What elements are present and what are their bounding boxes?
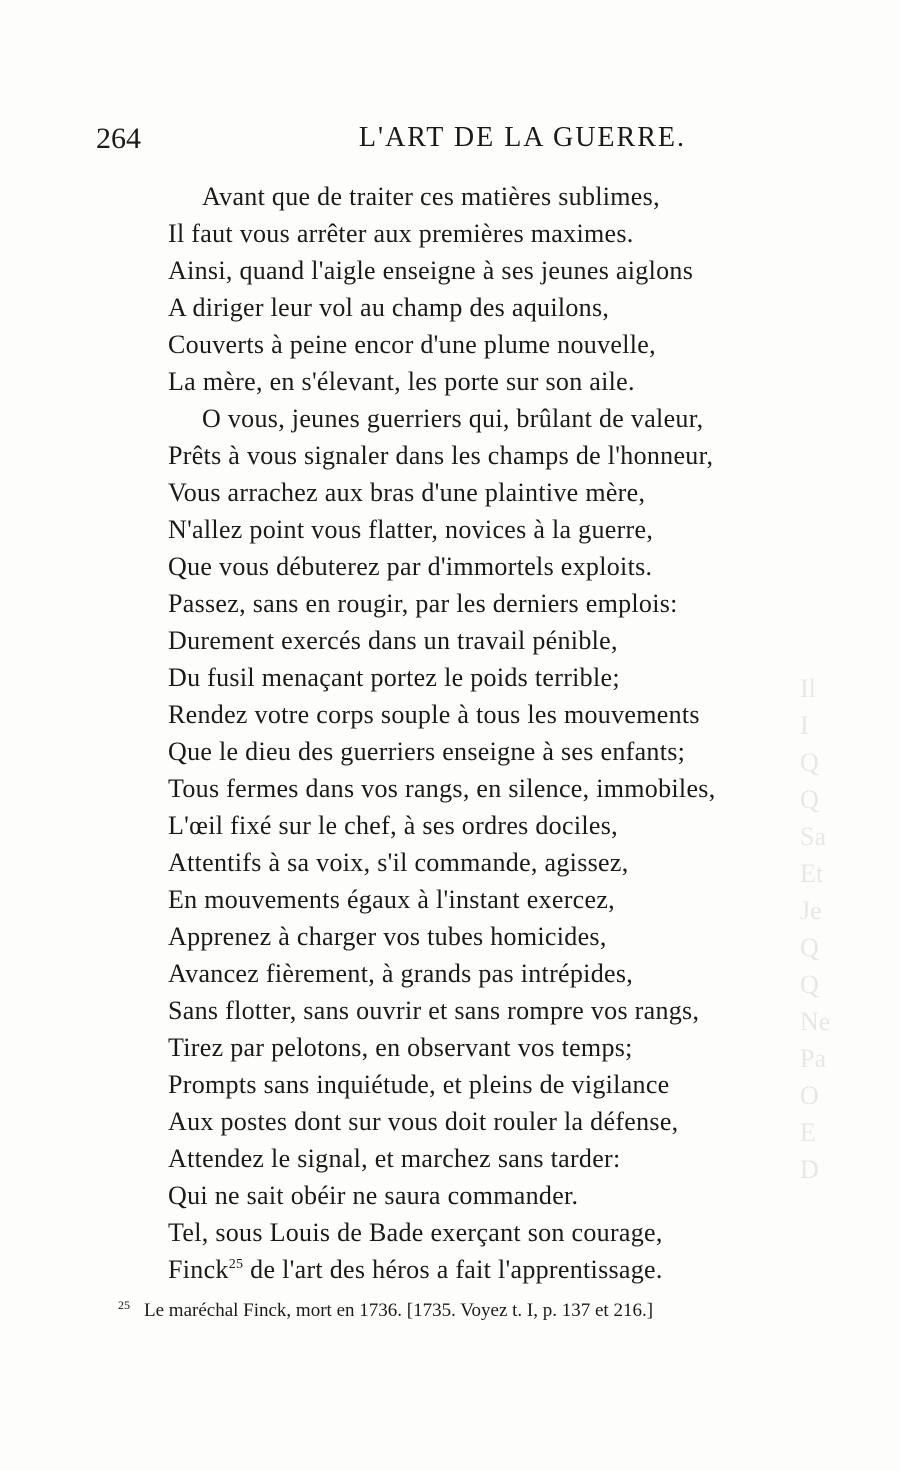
- verse-line: Tous fermes dans vos rangs, en silence, immobiles,: [168, 774, 716, 803]
- verse-line: Prêts à vous signaler dans les champs de l'honneur,: [168, 441, 714, 470]
- verse-line: O vous, jeunes guerriers qui, brûlant de valeur,: [202, 404, 704, 433]
- verse-line: Que le dieu des guerriers enseigne à ses enfants;: [168, 737, 686, 766]
- verse-line: Passez, sans en rougir, par les derniers emplois:: [168, 589, 678, 618]
- verse-line: Attendez le signal, et marchez sans tarder:: [168, 1144, 621, 1173]
- verse-line: N'allez point vous flatter, novices à la guerre,: [168, 515, 654, 544]
- verse-line: Couverts à peine encor d'une plume nouvelle,: [168, 330, 656, 359]
- verse-line: Avancez fièrement, à grands pas intrépides,: [168, 959, 634, 988]
- verse-line-last: [168, 1251, 848, 1288]
- page-number: 264: [96, 122, 141, 155]
- verse-line: Attentifs à sa voix, s'il commande, agissez,: [168, 848, 629, 877]
- verse-line: Vous arrachez aux bras d'une plaintive mère,: [168, 478, 646, 507]
- verse-word: Finck: [168, 1255, 229, 1284]
- verse-line: Rendez votre corps souple à tous les mouvements: [168, 700, 700, 729]
- verse-line: La mère, en s'élevant, les porte sur son aile.: [168, 367, 635, 396]
- verse-line: Durement exercés dans un travail pénible,: [168, 626, 618, 655]
- footnote-reference-mark[interactable]: 25: [228, 1257, 244, 1272]
- verse-line: Ainsi, quand l'aigle enseigne à ses jeunes aiglons: [168, 256, 694, 285]
- verse-line: A diriger leur vol au champ des aquilons,: [168, 293, 610, 322]
- verse-line: Aux postes dont sur vous doit rouler la défense,: [168, 1107, 679, 1136]
- verse-line-rest: de l'art des héros a fait l'apprentissage.: [250, 1255, 663, 1284]
- verse-line: En mouvements égaux à l'instant exercez,: [168, 885, 615, 914]
- poem-body: [168, 178, 848, 1288]
- verse-line: Apprenez à charger vos tubes homicides,: [168, 922, 607, 951]
- verse-line: Du fusil menaçant portez le poids terrible;: [168, 663, 620, 692]
- running-title: L'ART DE LA GUERRE.: [358, 122, 686, 153]
- verse-line: Tel, sous Louis de Bade exerçant son courage,: [168, 1218, 663, 1247]
- page-header: [96, 122, 686, 166]
- verse-line: Il faut vous arrêter aux premières maximes.: [168, 219, 634, 248]
- verse-line: Que vous débuterez par d'immortels exploits.: [168, 552, 653, 581]
- verse-line: Sans flotter, sans ouvrir et sans rompre vos rangs,: [168, 996, 700, 1025]
- footnote-number: 25: [118, 1298, 130, 1312]
- verse-line: L'œil fixé sur le chef, à ses ordres dociles,: [168, 811, 618, 840]
- verse-line: Avant que de traiter ces matières sublimes,: [202, 182, 660, 211]
- verse-line: Tirez par pelotons, en observant vos temps;: [168, 1033, 633, 1062]
- footnote-text: Le maréchal Finck, mort en 1736. [1735. Voyez t. I, p. 137 et 216.]: [144, 1300, 654, 1321]
- footnote: [118, 1298, 818, 1322]
- verse-line: Prompts sans inquiétude, et pleins de vigilance: [168, 1070, 670, 1099]
- show-through-texture: Il I Q Q Sa Et Je Q Q Ne Pa O E D: [800, 674, 831, 1184]
- verse-line: Qui ne sait obéir ne saura commander.: [168, 1181, 579, 1210]
